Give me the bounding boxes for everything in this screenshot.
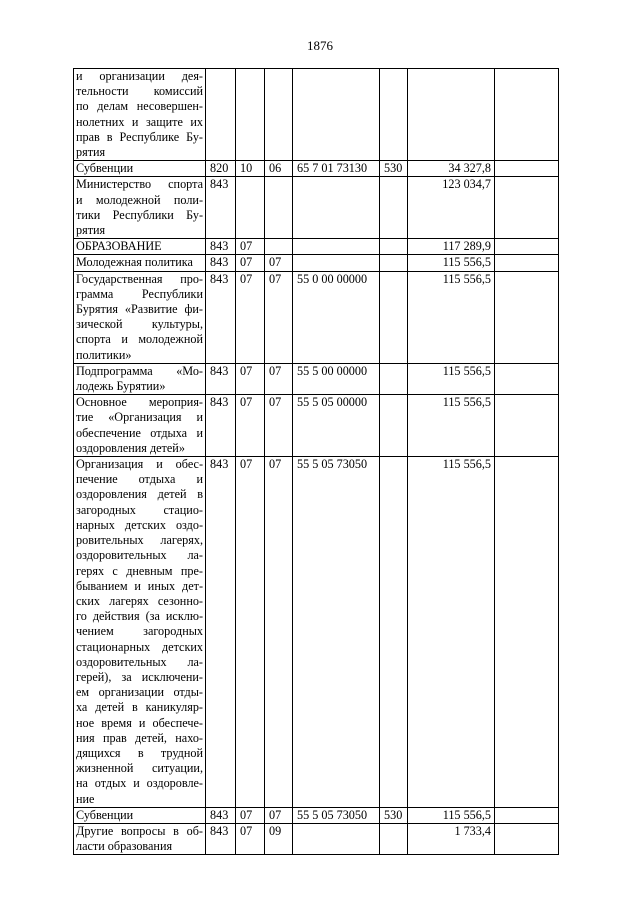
item-name-line: го действия (за исклю-	[76, 609, 203, 624]
item-name-line: ласти образования	[76, 839, 173, 854]
section-cell: 07	[236, 823, 265, 854]
extra-cell	[495, 255, 559, 271]
grbs-cell: 843	[206, 363, 236, 394]
subsection-cell	[265, 177, 293, 239]
section-cell: 07	[236, 363, 265, 394]
extra-cell	[495, 823, 559, 854]
amount-cell: 123 034,7	[408, 177, 495, 239]
subsection-cell	[265, 239, 293, 255]
grbs-cell: 843	[206, 395, 236, 457]
amount-cell	[408, 69, 495, 161]
item-name-cell	[74, 457, 206, 808]
item-name-line: дящихся в трудной	[76, 745, 203, 760]
table-row	[74, 823, 559, 854]
item-name-line: и организации дея-	[76, 69, 203, 83]
item-name-line: чением загородных	[76, 624, 203, 639]
item-name-cell	[74, 239, 206, 255]
extra-cell	[495, 271, 559, 363]
amount-cell: 115 556,5	[408, 457, 495, 808]
item-name-line: оздоровления детей»	[76, 440, 185, 455]
page-number: 1876	[307, 38, 333, 53]
item-name-line: прав в Республике Бу-	[76, 129, 203, 144]
grbs-cell: 843	[206, 239, 236, 255]
extra-cell	[495, 807, 559, 823]
grbs-cell: 820	[206, 161, 236, 177]
item-name-line: рятия	[76, 145, 106, 160]
item-name-cell	[74, 807, 206, 823]
item-name-line: Другие вопросы в об-	[76, 823, 203, 838]
extra-cell	[495, 161, 559, 177]
item-name-line: грамма Республики	[76, 286, 203, 301]
item-name-line: ния прав детей, нахо-	[76, 730, 203, 745]
item-name-line: нолетних и защите их	[76, 114, 203, 129]
expense-type-cell	[380, 823, 408, 854]
expense-type-cell: 530	[380, 807, 408, 823]
item-name-line: тельности комиссий	[76, 84, 203, 99]
subsection-cell: 09	[265, 823, 293, 854]
table-row	[74, 395, 559, 457]
expense-type-cell	[380, 239, 408, 255]
item-name-cell	[74, 271, 206, 363]
expense-type-cell: 530	[380, 161, 408, 177]
table-row	[74, 807, 559, 823]
section-cell	[236, 177, 265, 239]
grbs-cell: 843	[206, 271, 236, 363]
item-name-cell	[74, 69, 206, 161]
item-name-line: жизненной ситуации,	[76, 761, 203, 776]
item-name-line: ние	[76, 791, 95, 806]
target-article-cell: 55 5 00 00000	[293, 363, 380, 394]
target-article-cell: 55 0 00 00000	[293, 271, 380, 363]
expense-type-cell	[380, 395, 408, 457]
item-name-line: ровительных лагерях,	[76, 533, 203, 548]
table-row	[74, 161, 559, 177]
subsection-cell: 07	[265, 395, 293, 457]
target-article-cell	[293, 177, 380, 239]
amount-cell: 115 556,5	[408, 255, 495, 271]
extra-cell	[495, 177, 559, 239]
grbs-cell: 843	[206, 255, 236, 271]
table-row	[74, 363, 559, 394]
table-row	[74, 271, 559, 363]
section-cell: 07	[236, 271, 265, 363]
item-name-line: Организация и обес-	[76, 457, 203, 472]
item-name-line: стационарных детских	[76, 639, 203, 654]
expense-type-cell	[380, 177, 408, 239]
item-name-line: оздоровительных ла-	[76, 654, 203, 669]
item-name-line: ха детей в каникуляр-	[76, 700, 203, 715]
item-name-line: оздоровительных ла-	[76, 548, 203, 563]
item-name-line: Министерство спорта	[76, 177, 203, 192]
item-name-line: спорта и молодежной	[76, 332, 203, 347]
amount-cell: 1 733,4	[408, 823, 495, 854]
subsection-cell: 06	[265, 161, 293, 177]
item-name-line: Бурятия «Развитие фи-	[76, 302, 203, 317]
table-row	[74, 255, 559, 271]
item-name-line: загородных стацио-	[76, 502, 203, 517]
item-name-line: обеспечение отдыха и	[76, 425, 203, 440]
budget-table	[73, 68, 559, 855]
item-name-line: герях с дневным пре-	[76, 563, 203, 578]
item-name-line: лодежь Бурятии»	[76, 379, 166, 394]
amount-cell: 115 556,5	[408, 363, 495, 394]
expense-type-cell	[380, 363, 408, 394]
section-cell: 07	[236, 255, 265, 271]
subsection-cell	[265, 69, 293, 161]
subsection-cell: 07	[265, 271, 293, 363]
target-article-cell: 55 5 05 73050	[293, 457, 380, 808]
extra-cell	[495, 457, 559, 808]
item-name-line: ное время и обеспече-	[76, 715, 203, 730]
item-name-line: Государственная про-	[76, 271, 203, 286]
item-name-line: Молодежная политика	[76, 255, 193, 270]
target-article-cell: 55 5 05 73050	[293, 807, 380, 823]
item-name-line: зической культуры,	[76, 317, 203, 332]
subsection-cell: 07	[265, 457, 293, 808]
extra-cell	[495, 363, 559, 394]
extra-cell	[495, 239, 559, 255]
target-article-cell	[293, 255, 380, 271]
amount-cell: 115 556,5	[408, 271, 495, 363]
expense-type-cell	[380, 255, 408, 271]
item-name-line: Субвенции	[76, 161, 134, 176]
expense-type-cell	[380, 69, 408, 161]
table-row	[74, 69, 559, 161]
subsection-cell: 07	[265, 363, 293, 394]
item-name-cell	[74, 395, 206, 457]
item-name-cell	[74, 823, 206, 854]
section-cell: 10	[236, 161, 265, 177]
target-article-cell	[293, 69, 380, 161]
amount-cell: 115 556,5	[408, 395, 495, 457]
amount-cell: 117 289,9	[408, 239, 495, 255]
section-cell: 07	[236, 807, 265, 823]
item-name-line: печение отдыха и	[76, 472, 203, 487]
grbs-cell: 843	[206, 457, 236, 808]
target-article-cell	[293, 823, 380, 854]
target-article-cell	[293, 239, 380, 255]
section-cell: 07	[236, 239, 265, 255]
item-name-cell	[74, 177, 206, 239]
item-name-line: политики»	[76, 347, 132, 362]
grbs-cell: 843	[206, 177, 236, 239]
expense-type-cell	[380, 457, 408, 808]
amount-cell: 34 327,8	[408, 161, 495, 177]
grbs-cell	[206, 69, 236, 161]
item-name-line: Подпрограмма «Мо-	[76, 363, 203, 378]
section-cell: 07	[236, 395, 265, 457]
amount-cell: 115 556,5	[408, 807, 495, 823]
item-name-line: ем организации отды-	[76, 685, 203, 700]
item-name-line: быванием и иных дет-	[76, 578, 203, 593]
target-article-cell: 65 7 01 73130	[293, 161, 380, 177]
grbs-cell: 843	[206, 823, 236, 854]
extra-cell	[495, 395, 559, 457]
grbs-cell: 843	[206, 807, 236, 823]
expense-type-cell	[380, 271, 408, 363]
item-name-cell	[74, 255, 206, 271]
item-name-cell	[74, 363, 206, 394]
item-name-line: рятия	[76, 223, 106, 238]
extra-cell	[495, 69, 559, 161]
table-row	[74, 239, 559, 255]
item-name-line: Субвенции	[76, 807, 134, 822]
table-body	[74, 69, 559, 855]
subsection-cell: 07	[265, 807, 293, 823]
item-name-line: ОБРАЗОВАНИЕ	[76, 239, 162, 254]
table-row	[74, 457, 559, 808]
section-cell: 07	[236, 457, 265, 808]
item-name-line: оздоровления детей в	[76, 487, 203, 502]
item-name-line: по делам несовершен-	[76, 99, 203, 114]
item-name-line: Основное мероприя-	[76, 395, 203, 410]
subsection-cell: 07	[265, 255, 293, 271]
target-article-cell: 55 5 05 00000	[293, 395, 380, 457]
item-name-cell	[74, 161, 206, 177]
item-name-line: герей), за исключени-	[76, 669, 203, 684]
item-name-line: нарных детских оздо-	[76, 517, 203, 532]
item-name-line: тики Республики Бу-	[76, 207, 203, 222]
item-name-line: на отдых и оздоровле-	[76, 776, 203, 791]
item-name-line: тие «Организация и	[76, 410, 203, 425]
item-name-line: ских лагерях сезонно-	[76, 593, 203, 608]
section-cell	[236, 69, 265, 161]
table-row	[74, 177, 559, 239]
item-name-line: и молодежной поли-	[76, 192, 203, 207]
